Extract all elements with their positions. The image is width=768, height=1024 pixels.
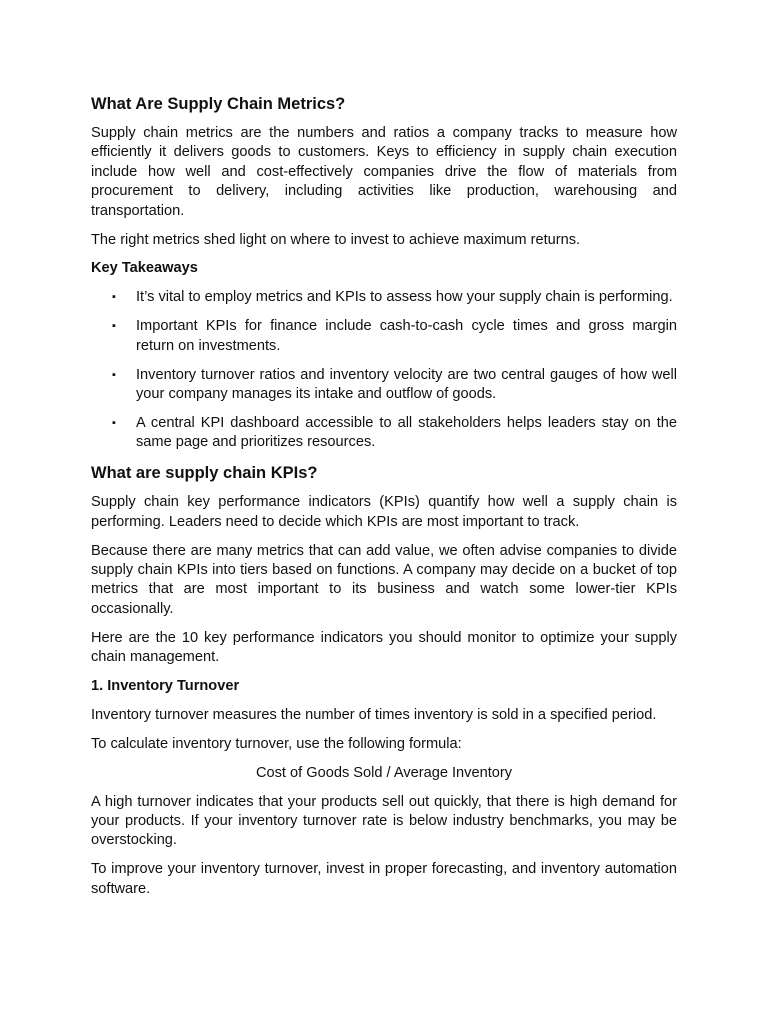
paragraph-formula-intro: To calculate inventory turnover, use the following formula: bbox=[91, 735, 462, 752]
heading-inventory-turnover: 1. Inventory Turnover bbox=[91, 677, 240, 694]
heading-supply-chain-metrics: What Are Supply Chain Metrics? bbox=[91, 95, 346, 113]
paragraph-kpi-tiers: Because there are many metrics that can add value, we often advise companies to divide supply chain KPIs into tiers based on functions. A company may decide on a bucket of top metrics that are most important to its business and watch some lower-tier KPIs occasionally. bbox=[91, 542, 677, 617]
paragraph-kpis-definition: Supply chain key performance indicators (KPIs) quantify how well a supply chain is performing. Leaders need to decide which KPIs are most important to track. bbox=[91, 494, 677, 530]
takeaway-text: A central KPI dashboard accessible to all stakeholders helps leaders stay on the same page and prioritizes resources. bbox=[136, 414, 677, 451]
takeaway-item bbox=[91, 317, 677, 356]
heading-supply-chain-kpis: What are supply chain KPIs? bbox=[91, 464, 318, 483]
paragraph-inventory-turnover-definition: Inventory turnover measures the number of times inventory is sold in a specified period. bbox=[91, 706, 657, 723]
paragraph-improve-turnover: To improve your inventory turnover, invest in proper forecasting, and inventory automation software. bbox=[91, 861, 677, 897]
takeaway-text: Inventory turnover ratios and inventory velocity are two central gauges of how well your company manages its intake and outflow of goods. bbox=[136, 366, 677, 402]
bullet-square-icon: ▪ bbox=[112, 320, 116, 333]
heading-key-takeaways: Key Takeaways bbox=[91, 260, 198, 277]
takeaway-item bbox=[91, 414, 677, 453]
paragraph-high-turnover: A high turnover indicates that your products sell out quickly, that there is high demand for your products. If your inventory turnover rate is below industry benchmarks, you may be overstocking. bbox=[91, 793, 677, 849]
bullet-square-icon: ▪ bbox=[112, 368, 116, 381]
paragraph-ten-kpis-intro: Here are the 10 key performance indicators you should monitor to optimize your supply chain management. bbox=[91, 629, 677, 666]
document-page bbox=[91, 93, 677, 909]
takeaways-list bbox=[91, 288, 677, 452]
paragraph-metrics-definition: Supply chain metrics are the numbers and ratios a company tracks to measure how efficiently it delivers goods to customers. Keys to efficiency in supply chain execution include how well and cost-effectively companies drive the flow of materials from procurement to delivery, including activities like production, warehousing and transportation. bbox=[91, 125, 677, 219]
takeaway-item bbox=[91, 288, 677, 307]
takeaway-text: It’s vital to employ metrics and KPIs to assess how your supply chain is performing. bbox=[136, 289, 673, 306]
bullet-square-icon: ▪ bbox=[112, 416, 116, 429]
takeaway-item bbox=[91, 366, 677, 405]
formula-text: Cost of Goods Sold / Average Inventory bbox=[255, 764, 513, 781]
takeaway-text: Important KPIs for finance include cash-to-cash cycle times and gross margin return on investments. bbox=[136, 318, 677, 354]
bullet-square-icon: ▪ bbox=[112, 291, 116, 304]
paragraph-right-metrics: The right metrics shed light on where to invest to achieve maximum returns. bbox=[91, 231, 581, 248]
